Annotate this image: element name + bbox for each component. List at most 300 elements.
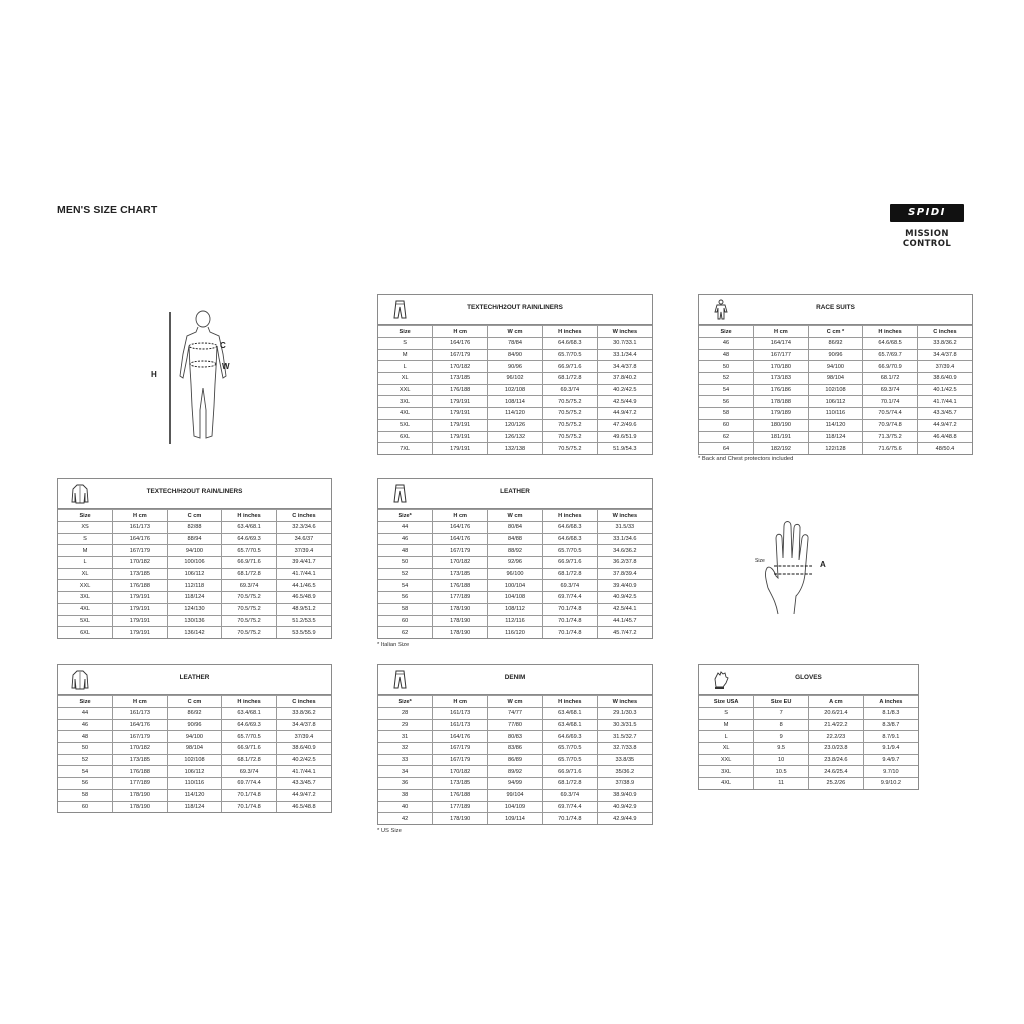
table-cell: 173/185 [433, 373, 488, 385]
table-cell: 31.5/32.7 [597, 731, 652, 743]
table-cell: 70.1/74.8 [542, 627, 597, 638]
page-title: MEN'S SIZE CHART [57, 204, 158, 216]
table-cell: 86/89 [488, 754, 543, 766]
table-cell: 30.3/31.5 [597, 719, 652, 731]
table-cell: 52 [58, 754, 113, 766]
table-header [699, 295, 972, 325]
table-cell: 136/142 [167, 627, 222, 638]
table-row [378, 754, 652, 766]
table-cell: 40.2/42.5 [597, 384, 652, 396]
table-cell: 89/92 [488, 766, 543, 778]
table-cell: 58 [58, 789, 113, 801]
table-cell: 46 [378, 533, 433, 545]
table-cell: 96/102 [488, 373, 543, 385]
table-cell: 54 [58, 766, 113, 778]
table-cell: 58 [699, 408, 754, 420]
column-header: C cm [167, 510, 222, 522]
table-row [699, 731, 918, 743]
table-row [58, 592, 331, 604]
table-cell: 4XL [699, 778, 754, 789]
table-cell: 109/114 [488, 813, 543, 824]
column-header: H cm [754, 326, 809, 338]
table-cell: 65.7/70.5 [542, 754, 597, 766]
table-cell: 164/176 [433, 731, 488, 743]
table-cell: 178/188 [754, 396, 809, 408]
table-cell: 34.6/36.2 [597, 545, 652, 557]
column-header: H inches [222, 510, 277, 522]
table-cell: 36.2/37.8 [597, 557, 652, 569]
table-cell: 179/191 [433, 443, 488, 454]
table-cell: 60 [378, 615, 433, 627]
table-cell: 68.1/72.8 [222, 754, 277, 766]
table-cell: 44.9/47.2 [276, 789, 331, 801]
table-cell: 179/191 [433, 419, 488, 431]
column-header: Size EU [754, 696, 809, 708]
table-cell: 46.4/48.8 [917, 431, 972, 443]
table-cell: 118/124 [167, 592, 222, 604]
table-row [699, 373, 972, 385]
table-row [58, 522, 331, 534]
table-cell: 3XL [378, 396, 433, 408]
table-cell: 40.2/42.5 [276, 754, 331, 766]
table-row [58, 568, 331, 580]
table-cell: 70.5/75.2 [542, 443, 597, 454]
table-cell: 8.7/9.1 [863, 731, 918, 743]
table-cell: 41.7/44.1 [276, 568, 331, 580]
table-cell: 37.8/40.2 [597, 373, 652, 385]
table-cell: 50 [58, 743, 113, 755]
table-header [378, 479, 652, 509]
table-cell: 49.6/51.9 [597, 431, 652, 443]
table-cell: 3XL [699, 766, 754, 778]
table-cell: 102/108 [488, 384, 543, 396]
table-cell: 32.3/34.6 [276, 522, 331, 534]
table-cell: 90/96 [488, 361, 543, 373]
table-cell: 84/88 [488, 533, 543, 545]
table-cell: 66.9/71.6 [222, 743, 277, 755]
table-cell: 11 [754, 778, 809, 789]
table-cell: 104/108 [488, 592, 543, 604]
table-cell: 42.5/44.9 [597, 396, 652, 408]
table-cell: 34.6/37 [276, 533, 331, 545]
table-cell: 69.3/74 [542, 789, 597, 801]
table-cell: 38 [378, 789, 433, 801]
table-row [58, 615, 331, 627]
column-header: C inches [276, 696, 331, 708]
table-cell: L [699, 731, 754, 743]
table-cell: 178/190 [433, 627, 488, 638]
table-cell: 178/190 [433, 813, 488, 824]
table-cell: S [378, 338, 433, 350]
table-cell: 164/176 [113, 719, 168, 731]
header-row [378, 326, 652, 338]
hand-measurement-figure [754, 518, 834, 616]
table-cell: 179/191 [113, 627, 168, 638]
size-table [58, 509, 331, 638]
column-header: H inches [863, 326, 918, 338]
table-cell: 179/191 [113, 592, 168, 604]
table-cell: 37.8/39.4 [597, 568, 652, 580]
column-header: W cm [488, 326, 543, 338]
column-header: A inches [863, 696, 918, 708]
table-cell: 9.9/10.2 [863, 778, 918, 789]
table-cell: 9 [754, 731, 809, 743]
race-suits-table [698, 294, 973, 455]
table-cell: 46.5/48.8 [276, 801, 331, 812]
size-table [378, 509, 652, 638]
table-row [699, 349, 972, 361]
table-cell: 44.1/45.7 [597, 615, 652, 627]
table-cell: 110/116 [167, 778, 222, 790]
column-header: W cm [488, 510, 543, 522]
table-cell: 68.1/72.8 [222, 568, 277, 580]
table-cell: S [699, 708, 754, 720]
table-cell: 170/182 [113, 557, 168, 569]
table-cell: 65.7/70.5 [222, 731, 277, 743]
column-header: W inches [597, 696, 652, 708]
table-row [378, 627, 652, 638]
size-table [58, 695, 331, 812]
table-cell: 94/100 [167, 545, 222, 557]
table-cell: 5XL [378, 419, 433, 431]
table-cell: 44.9/47.2 [917, 419, 972, 431]
table-cell: 68.1/72.8 [542, 778, 597, 790]
table-cell: 34.4/37.8 [276, 719, 331, 731]
table-cell: 182/192 [754, 443, 809, 454]
table-cell: 33.8/35 [597, 754, 652, 766]
table-cell: 28 [378, 708, 433, 720]
denim-table [377, 664, 653, 825]
table-cell: 100/104 [488, 580, 543, 592]
table-cell: 179/189 [754, 408, 809, 420]
table-cell: 44 [378, 522, 433, 534]
table-cell: 63.4/68.1 [542, 708, 597, 720]
column-header: H inches [542, 696, 597, 708]
table-cell: 167/179 [113, 731, 168, 743]
table-cell: 70.5/75.2 [222, 615, 277, 627]
table-cell: 24.6/25.4 [809, 766, 864, 778]
table-row [699, 396, 972, 408]
table-cell: XXL [378, 384, 433, 396]
table-cell: XXL [699, 754, 754, 766]
table-cell: 65.7/70.5 [222, 545, 277, 557]
table-cell: 8.3/8.7 [863, 719, 918, 731]
table-cell: 23.0/23.8 [809, 743, 864, 755]
table-cell: 108/114 [488, 396, 543, 408]
column-header: W inches [597, 326, 652, 338]
column-header: Size USA [699, 696, 754, 708]
table-cell: 9.5 [754, 743, 809, 755]
table-cell: 114/120 [167, 789, 222, 801]
table-row [699, 754, 918, 766]
table-cell: 88/94 [167, 533, 222, 545]
table-cell: 63.4/68.1 [542, 719, 597, 731]
brand-tagline: MISSION CONTROL [902, 229, 952, 249]
table-cell: 38.9/40.9 [597, 789, 652, 801]
table-row [58, 708, 331, 720]
table-cell: 65.7/70.5 [542, 545, 597, 557]
label-h: H [151, 370, 157, 379]
table-title: LEATHER [500, 488, 530, 495]
column-header: C cm [167, 696, 222, 708]
table-cell: XL [58, 568, 113, 580]
table-row [699, 443, 972, 454]
table-cell: 178/190 [113, 801, 168, 812]
table-cell: 70.5/75.2 [222, 627, 277, 638]
table-row [378, 568, 652, 580]
pants-icon [390, 483, 410, 504]
logo-badge [890, 204, 964, 222]
table-cell: 96/100 [488, 568, 543, 580]
table-cell: 56 [699, 396, 754, 408]
table-header [378, 665, 652, 695]
table-cell: 32 [378, 743, 433, 755]
table-cell: 4XL [378, 408, 433, 420]
column-header: Size* [378, 510, 433, 522]
table-cell: 44 [58, 708, 113, 720]
table-cell: 83/86 [488, 743, 543, 755]
pants-icon [390, 299, 410, 320]
table-row [699, 766, 918, 778]
table-cell: 80/83 [488, 731, 543, 743]
table-cell: 34.4/37.8 [597, 361, 652, 373]
table-cell: 36 [378, 778, 433, 790]
table-row [378, 731, 652, 743]
column-header: A cm [809, 696, 864, 708]
table-row [699, 338, 972, 350]
table-row [699, 431, 972, 443]
table-cell: 116/120 [488, 627, 543, 638]
table-cell: 69.3/74 [542, 384, 597, 396]
table-cell: 21.4/22.2 [809, 719, 864, 731]
table-row [58, 603, 331, 615]
header-row [699, 696, 918, 708]
table-cell: 60 [699, 419, 754, 431]
table-row [58, 778, 331, 790]
table-cell: 179/191 [433, 396, 488, 408]
table-row [378, 719, 652, 731]
column-header: Size [699, 326, 754, 338]
table-cell: 84/90 [488, 349, 543, 361]
table-cell: 35/36.2 [597, 766, 652, 778]
table-cell: 38.6/40.9 [276, 743, 331, 755]
table-cell: 112/116 [488, 615, 543, 627]
table-cell: 130/136 [167, 615, 222, 627]
table-row [378, 545, 652, 557]
table-cell: 99/104 [488, 789, 543, 801]
table-cell: 51.9/54.3 [597, 443, 652, 454]
race-suits-note: * Back and Chest protectors included [698, 456, 794, 462]
table-cell: 98/104 [808, 373, 863, 385]
table-cell: 40.9/42.5 [597, 592, 652, 604]
table-title: RACE SUITS [816, 304, 855, 311]
table-cell: 33.1/34.4 [597, 349, 652, 361]
table-row [699, 408, 972, 420]
table-cell: 31 [378, 731, 433, 743]
table-cell: 106/112 [808, 396, 863, 408]
table-cell: 173/185 [113, 568, 168, 580]
table-cell: 46.5/48.9 [276, 592, 331, 604]
table-row [378, 813, 652, 824]
table-cell: 64.6/68.5 [863, 338, 918, 350]
table-row [58, 743, 331, 755]
table-cell: 178/190 [113, 789, 168, 801]
column-header: Size [58, 510, 113, 522]
table-cell: 69.7/74.4 [542, 592, 597, 604]
table-cell: 164/174 [754, 338, 809, 350]
column-header: H cm [433, 510, 488, 522]
table-cell: M [378, 349, 433, 361]
column-header: C inches [276, 510, 331, 522]
table-cell: 29 [378, 719, 433, 731]
pants-icon [390, 669, 410, 690]
table-cell: 45.7/47.2 [597, 627, 652, 638]
table-cell: 6XL [378, 431, 433, 443]
table-cell: 10 [754, 754, 809, 766]
table-row [699, 384, 972, 396]
race-suit-icon [711, 299, 731, 320]
table-cell: 48 [378, 545, 433, 557]
table-cell: 31.5/33 [597, 522, 652, 534]
table-cell: 48.9/51.2 [276, 603, 331, 615]
table-row [58, 789, 331, 801]
table-row [378, 522, 652, 534]
table-cell: 30.7/33.1 [597, 338, 652, 350]
table-cell: 64.6/68.3 [542, 522, 597, 534]
table-row [378, 419, 652, 431]
table-cell: 48 [699, 349, 754, 361]
table-cell: 176/188 [433, 384, 488, 396]
table-cell: 46 [58, 719, 113, 731]
table-cell: 40.1/42.5 [917, 384, 972, 396]
table-cell: 167/179 [433, 545, 488, 557]
table-cell: 66.9/71.6 [542, 766, 597, 778]
table-cell: 7XL [378, 443, 433, 454]
table-row [378, 766, 652, 778]
table-row [58, 766, 331, 778]
header-row [58, 510, 331, 522]
body-silhouette-icon [150, 306, 250, 448]
table-row [378, 708, 652, 720]
table-cell: 46 [699, 338, 754, 350]
size-table [378, 325, 652, 454]
column-header: W cm [488, 696, 543, 708]
table-cell: 60 [58, 801, 113, 812]
table-row [378, 373, 652, 385]
table-row [699, 361, 972, 373]
table-cell: 41.7/44.1 [276, 766, 331, 778]
label-size: Size [755, 558, 765, 564]
table-cell: M [699, 719, 754, 731]
table-cell: 68.1/72.8 [542, 568, 597, 580]
table-row [378, 396, 652, 408]
table-cell: 62 [699, 431, 754, 443]
column-header: H inches [542, 510, 597, 522]
table-cell: 177/189 [433, 801, 488, 813]
table-cell: 179/191 [433, 431, 488, 443]
table-cell: 66.9/70.9 [863, 361, 918, 373]
table-cell: 53.5/55.9 [276, 627, 331, 638]
table-cell: 8 [754, 719, 809, 731]
table-cell: 42 [378, 813, 433, 824]
table-cell: 70.5/75.2 [222, 592, 277, 604]
table-cell: XL [378, 373, 433, 385]
table-cell: 9.7/10 [863, 766, 918, 778]
table-cell: 64.6/69.3 [542, 731, 597, 743]
table-row [58, 545, 331, 557]
column-header: H cm [433, 326, 488, 338]
denim-note: * US Size [377, 828, 402, 834]
table-cell: 37/39.4 [917, 361, 972, 373]
table-cell: 34.4/37.8 [917, 349, 972, 361]
table-cell: 40 [378, 801, 433, 813]
table-cell: 63.4/68.1 [222, 708, 277, 720]
table-cell: 37/39.4 [276, 731, 331, 743]
table-cell: 106/112 [167, 766, 222, 778]
table-cell: 170/182 [113, 743, 168, 755]
table-cell: 70.5/75.2 [542, 419, 597, 431]
table-cell: 178/190 [433, 615, 488, 627]
table-cell: 70.1/74.8 [222, 789, 277, 801]
table-cell: 100/106 [167, 557, 222, 569]
table-cell: 9.1/9.4 [863, 743, 918, 755]
table-cell: 33 [378, 754, 433, 766]
table-cell: 70.1/74.8 [542, 603, 597, 615]
table-cell: 114/120 [488, 408, 543, 420]
table-cell: 70.1/74.8 [542, 615, 597, 627]
table-cell: 164/176 [433, 522, 488, 534]
table-cell: 167/179 [113, 545, 168, 557]
table-cell: 44.9/47.2 [597, 408, 652, 420]
table-cell: 70.5/75.2 [222, 603, 277, 615]
leather-pants-note: * Italian Size [377, 642, 410, 648]
textech-jackets-table [57, 478, 332, 639]
table-cell: 177/189 [433, 592, 488, 604]
header-row [58, 696, 331, 708]
table-cell: 122/128 [808, 443, 863, 454]
table-cell: 4XL [58, 603, 113, 615]
table-cell: 88/92 [488, 545, 543, 557]
table-row [378, 443, 652, 454]
column-header: H cm [113, 696, 168, 708]
table-cell: 181/191 [754, 431, 809, 443]
column-header: C inches [917, 326, 972, 338]
table-cell: 48 [58, 731, 113, 743]
table-row [378, 778, 652, 790]
table-cell: 70.9/74.8 [863, 419, 918, 431]
table-cell: 54 [378, 580, 433, 592]
table-cell: 8.1/8.3 [863, 708, 918, 720]
table-row [699, 719, 918, 731]
table-cell: 56 [58, 778, 113, 790]
table-cell: 3XL [58, 592, 113, 604]
table-cell: 112/118 [167, 580, 222, 592]
table-row [58, 754, 331, 766]
table-cell: 70.5/75.2 [542, 396, 597, 408]
table-cell: 92/96 [488, 557, 543, 569]
table-row [378, 361, 652, 373]
table-cell: XXL [58, 580, 113, 592]
table-row [58, 580, 331, 592]
table-cell: 43.3/45.7 [917, 408, 972, 420]
table-cell: 22.2/23 [809, 731, 864, 743]
table-cell: 176/186 [754, 384, 809, 396]
size-table [699, 695, 918, 789]
table-cell: 94/99 [488, 778, 543, 790]
table-cell: 78/84 [488, 338, 543, 350]
table-cell: 64.6/68.3 [542, 338, 597, 350]
table-cell: 58 [378, 603, 433, 615]
